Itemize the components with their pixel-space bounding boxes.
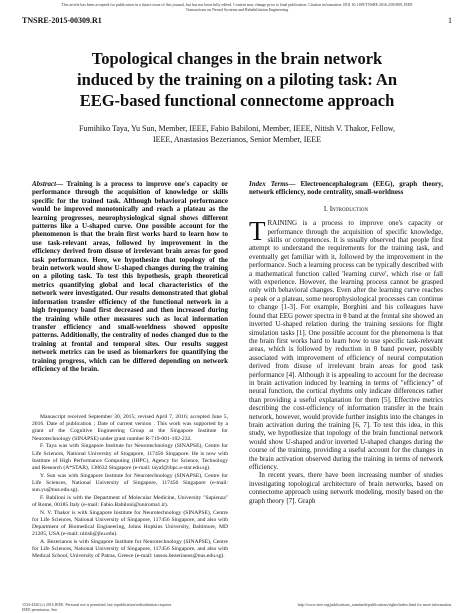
footnote-thakor: N. V. Thakor is with Singapore Institute for Neurotechnology (SINAPSE), Centre for Life Sciences, National University of Singapore, 117456 Singapore, and also with Department of Biomedical Engineering, Johns Hopkins University, Baltimore, MD 21205, USA (e-mail: nitish@jhu.edu). [32, 509, 228, 538]
intro-paragraph-1 [249, 216, 443, 471]
top-notice-line1: This article has been accepted for publication in a future issue of this journal, but has not been fully edited. Content may change prior to final publication. Citation information: DOI 10.1109/TNSRE.2016.2581809, IEEE [61, 2, 413, 7]
title-line1: Topological changes in the brain network [91, 49, 383, 68]
footnote-babiloni: F. Babiloni is with the Department of Molecular Medicine, University "Sapienza" of Rome, 00185 Italy (e-mail: Fabio.Babiloni@uniroma1.it). [32, 494, 228, 508]
abstract-text: Training is a process to improve one's capacity or performance through the acquisition of knowledge or skills specific for the trained task. Although behavioral performance would be improved monotonically and reach a plateau as the learning progresses, neurophysiological signal shows different patterns like a U-shaped curve. One possible account for the phenomenon is that the brain first works hard to learn how to use task-relevant areas, followed by improvement in the efficiency derived from disuse of irrelevant brain areas for good task performance. Here, we hypothesize that topology of the brain network would show U-shaped changes during the training on a piloting task. To test this hypothesis, graph theoretical metrics quantifying global and local characteristics of the network were investigated. Our results demonstrated that global information transfer efficiency of the functional network in a high frequency band first decreased and then increased during the training while other measures such as local information transfer efficiency and small-worldness showed opposite patterns. Additionally, the centrality of nodes changed due to the training at frontal and temporal sites. Our results suggest network metrics can be used as biomarkers for quantifying the training progress, which can be differed depending on network efficiency of the brain. [32, 180, 228, 373]
index-terms-label: Index Terms [249, 180, 289, 188]
intro-paragraph-2: In recent years, there have been increasing number of studies investigating topological architecture of brain networks, based on connectome approach using network modeling, mostly based on the graph theory [7]. Graph [249, 471, 443, 505]
top-notice-line2: Transactions on Neural Systems and Rehabilitation Engineering [185, 7, 289, 12]
authors-line1: Fumihiko Taya, Yu Sun, Member, IEEE, Fabio Babiloni, Member, IEEE, Nitish V. Thakor, Fellow, [79, 124, 395, 133]
footnote-bezerianos: A. Bezerianos is with Singapore Institute for Neurotechnology (SINAPSE), Centre for Life Sciences, National University of Singapore, 117456 Singapore, and also with Medical School, University of Patras, Greece (e-mail: tassos.bezerianos@nus.edu.sg). [32, 538, 228, 560]
manuscript-id: TNSRE-2015-00309.R1 [22, 16, 102, 25]
abstract: Abstract— Training is a process to improve one's capacity or performance through the acquisition of knowledge or skills specific for the trained task. Although behavioral performance would be improved monotonically and reach a plateau as the learning progresses, neurophysiological signal shows different patterns like a U-shaped curve. One possible account for the phenomenon is that the brain first works hard to learn how to use task-relevant areas, followed by improvement in the efficiency derived from disuse of irrelevant brain areas for good task performance. Here, we hypothesize that topology of the brain network would show U-shaped changes during the training on a piloting task. To test this hypothesis, graph theoretical metrics quantifying global and local characteristics of the network were investigated. Our results demonstrated that global information transfer efficiency of the functional network in a high frequency band first decreased and then increased during the training while other measures such as local information transfer efficiency and small-worldness showed opposite patterns. Additionally, the centrality of nodes changed due to the training at frontal and temporal sites. Our results suggest network metrics can be used as biomarkers for quantifying the training progress, which can be differed depending on network efficiency of the brain. [32, 180, 228, 373]
footnote-manuscript: Manuscript received September 30, 2015; revised April 7, 2016; accepted June 5, 2016. Date of publication ; Date of current version . This work was supported by a grant of the Cognitive Engineering Group at the Singapore Institute for Neurotechnology (SINAPSE) under grant number R-719-001-102-232. [32, 414, 228, 442]
footnote-sun: Y. Sun was with Singapore Institute for Neurotechnology (SINAPSE), Centre for Life Sciences, National University of Singapore, 117456 Singapore (e-mail: sun.yu@nus.edu.sg). [32, 472, 228, 494]
section-heading-introduction [249, 205, 443, 213]
footer-copyright: 1534-4320 (c) 2016 IEEE. Personal use is permitted, but republication/redistribution requires IEEE permission. See [22, 602, 172, 612]
abstract-label: Abstract [32, 180, 57, 188]
top-notice [22, 2, 452, 12]
authors-line2: IEEE, Anastasios Bezerianos, Senior Member, IEEE [152, 134, 322, 144]
author-list [40, 124, 434, 145]
intro-para1-text: RAINING is a process to improve one's capacity or performance through the acquisition of specific knowledge, skills or competences. It is usually observed that people first attempt to understand the requirements for the training task, and eventually get familiar with it, followed by the improvement in the performance. Such a learning process can be typically described with a mathematical function called 'learning curve', which rise or fall with experience. However, the learning process cannot be grasped only with behavioral changes. Even after the learning curve reaches a peak or a plateau, some neurophysiological processes can continue to change [1-3]. For example, Borghini and his colleagues have found that EEG power spectra in θ band at the frontal site showed an inverted U-shaped relation during the training sessions for flight simulation tasks [1]. One possible account for the phenomena is that the brain first works hard to learn how to use specific task-relevant areas, which is followed by reduction in θ band power, possibly associated with improvement of efficiency of neural computation derived from disuse of irrelevant brain areas for good task performance [4]. Although it is appealing to account for the decrease in brain activation induced by learning in terms of "efficiency" of neural function, the cortical rhythms only indicate differences rather than providing a useful explanation for them [5]. Effective metrics describing the cost-efficiency of information transfer in the brain network, however, would provide further insights into the changes in brain activation during the training [6, 7]. To test this idea, in this study, we hypothesize that topology of the brain functional network would show U-shaped and/or inverted U-shaped changes during the course of the training, providing a useful account for the changes in the brain activation observed during the training in terms of network efficiency. [249, 219, 443, 471]
footer-rights-link[interactable]: http://www.ieee.org/publications_standards/publications/rights/index.html for more information. [297, 602, 452, 607]
footnotes [32, 414, 228, 561]
index-terms: Index Terms— Electroencephalogram (EEG), graph theory, network efficiency, node centrality, small-worldness [249, 180, 443, 197]
running-header [22, 16, 452, 26]
paper-title [40, 48, 434, 111]
page-number: 1 [448, 16, 452, 25]
section-number: I. [323, 204, 328, 213]
index-terms-text: Electroencephalogram (EEG), graph theory, network efficiency, node centrality, small-worldness [249, 180, 443, 197]
title-line2: induced by the training on a piloting task: An [77, 70, 397, 89]
right-column [249, 180, 443, 505]
drop-cap: T [249, 216, 266, 247]
section-title: Introduction [329, 204, 369, 213]
footnote-taya: F. Taya was with Singapore Institute for Neurotechnology (SINAPSE), Centre for Life Sciences, National University of Singapore, 117456 Singapore. He is now with Institute of High Performance Computing (IHPC), Agency for Science, Technology and Research (A*STAR), 138632 Singapore (e-mail: tayaf@ihpc.a-star.edu.sg). [32, 443, 228, 471]
left-column [32, 180, 228, 373]
title-line3: EEG-based functional connectome approach [79, 91, 395, 110]
